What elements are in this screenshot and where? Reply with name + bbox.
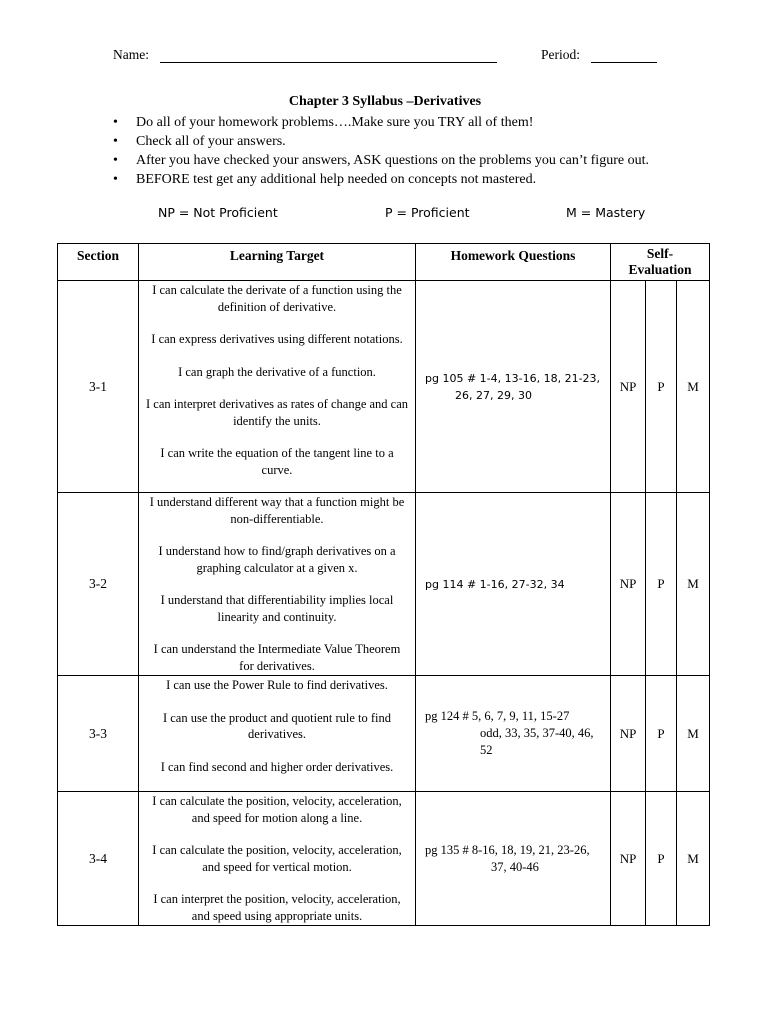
bullet-icon: • [113, 134, 118, 149]
table-header-row [58, 244, 710, 281]
header-section: Section [58, 244, 139, 281]
eval-np-checkbox[interactable]: NP [611, 493, 646, 676]
homework-line: pg 135 # 8-16, 18, 19, 21, 23-26, [425, 842, 590, 857]
list-item [113, 113, 649, 132]
learning-target: I can find second and higher order derivatives. [160, 759, 394, 774]
eval-m-checkbox[interactable]: M [677, 493, 710, 676]
header-learning-target: Learning Target [139, 244, 416, 281]
bullet-icon: • [113, 172, 118, 187]
bullet-icon: • [113, 115, 118, 130]
syllabus-table [57, 243, 710, 926]
learning-target: I understand that differentiability implies local linearity and continuity. [160, 593, 394, 624]
learning-target: I can write the equation of the tangent line to a curve. [160, 446, 394, 477]
list-item [113, 151, 649, 170]
eval-m-checkbox[interactable]: M [677, 792, 710, 926]
learning-target: I can calculate the position, velocity, acceleration, and speed for vertical motion. [152, 843, 402, 874]
homework-line: pg 124 # 5, 6, 7, 9, 11, 15-27 [425, 709, 570, 723]
instruction-text: After you have checked your answers, ASK questions on the problems you can’t figure out. [136, 153, 649, 168]
header-self: Self- [646, 246, 674, 261]
section-cell: 3-3 [58, 676, 139, 792]
eval-p-checkbox[interactable]: P [646, 281, 677, 493]
homework-line: 37, 40-46 [491, 859, 539, 874]
homework-line: 52 [480, 743, 493, 757]
section-cell: 3-4 [58, 792, 139, 926]
instruction-text: BEFORE test get any additional help needed on concepts not mastered. [136, 172, 537, 187]
section-cell: 3-2 [58, 493, 139, 676]
proficiency-legend [0, 205, 770, 223]
learning-target-cell [139, 493, 416, 676]
learning-target: I can calculate the derivate of a function using the definition of derivative. [152, 283, 402, 314]
homework-cell [416, 281, 611, 493]
eval-np-checkbox[interactable]: NP [611, 676, 646, 792]
table-row [58, 281, 710, 493]
homework-cell [416, 792, 611, 926]
legend-p: P = Proficient [385, 205, 470, 220]
name-label: Name: [113, 47, 149, 62]
homework-line: odd, 33, 35, 37-40, 46, [480, 726, 594, 740]
instruction-text: Check all of your answers. [136, 134, 286, 149]
learning-target: I can interpret derivatives as rates of change and can identify the units. [145, 397, 409, 428]
eval-np-checkbox[interactable]: NP [611, 792, 646, 926]
learning-target: I can calculate the position, velocity, acceleration, and speed for motion along a line. [152, 794, 402, 825]
learning-target-cell [139, 281, 416, 493]
learning-target: I can interpret the position, velocity, acceleration, and speed using appropriate units. [153, 892, 401, 923]
legend-m: M = Mastery [566, 205, 646, 220]
period-label: Period: [541, 47, 580, 62]
name-blank-line[interactable] [160, 62, 497, 63]
eval-p-checkbox[interactable]: P [646, 792, 677, 926]
table-row [58, 493, 710, 676]
learning-target: I can graph the derivative of a function. [178, 364, 376, 379]
learning-target-cell [139, 676, 416, 792]
instruction-text: Do all of your homework problems….Make sure you TRY all of them! [136, 115, 534, 130]
learning-target-cell [139, 792, 416, 926]
learning-target: I can understand the Intermediate Value Theorem for derivatives. [153, 642, 401, 673]
section-cell: 3-1 [58, 281, 139, 493]
homework-line: pg 105 # 1-4, 13-16, 18, 21-23, [425, 371, 601, 385]
homework-cell [416, 676, 611, 792]
homework-line: pg 114 # 1-16, 27-32, 34 [425, 577, 565, 591]
header-homework: Homework Questions [416, 244, 611, 281]
eval-p-checkbox[interactable]: P [646, 676, 677, 792]
eval-p-checkbox[interactable]: P [646, 493, 677, 676]
homework-line: 26, 27, 29, 30 [455, 388, 532, 402]
table-row [58, 792, 710, 926]
instructions-list [113, 113, 649, 189]
learning-target: I understand how to find/graph derivatives on a graphing calculator at a given x. [158, 544, 396, 575]
learning-target: I can use the product and quotient rule to find derivatives. [162, 710, 392, 741]
list-item [113, 170, 649, 189]
list-item [113, 132, 649, 151]
page-title: Chapter 3 Syllabus –Derivatives [288, 94, 482, 109]
legend-np: NP = Not Proficient [158, 205, 278, 220]
eval-np-checkbox[interactable]: NP [611, 281, 646, 493]
homework-cell [416, 493, 611, 676]
table-row [58, 676, 710, 792]
eval-m-checkbox[interactable]: M [677, 676, 710, 792]
learning-target: I can use the Power Rule to find derivatives. [166, 678, 388, 692]
learning-target: I can express derivatives using different notations. [151, 332, 403, 346]
learning-target: I understand different way that a function might be non-differentiable. [149, 495, 405, 526]
header-self-evaluation [611, 244, 710, 281]
period-blank-line[interactable] [591, 62, 657, 63]
bullet-icon: • [113, 153, 118, 168]
eval-m-checkbox[interactable]: M [677, 281, 710, 493]
header-evaluation: Evaluation [628, 262, 692, 277]
header-line [113, 47, 673, 67]
